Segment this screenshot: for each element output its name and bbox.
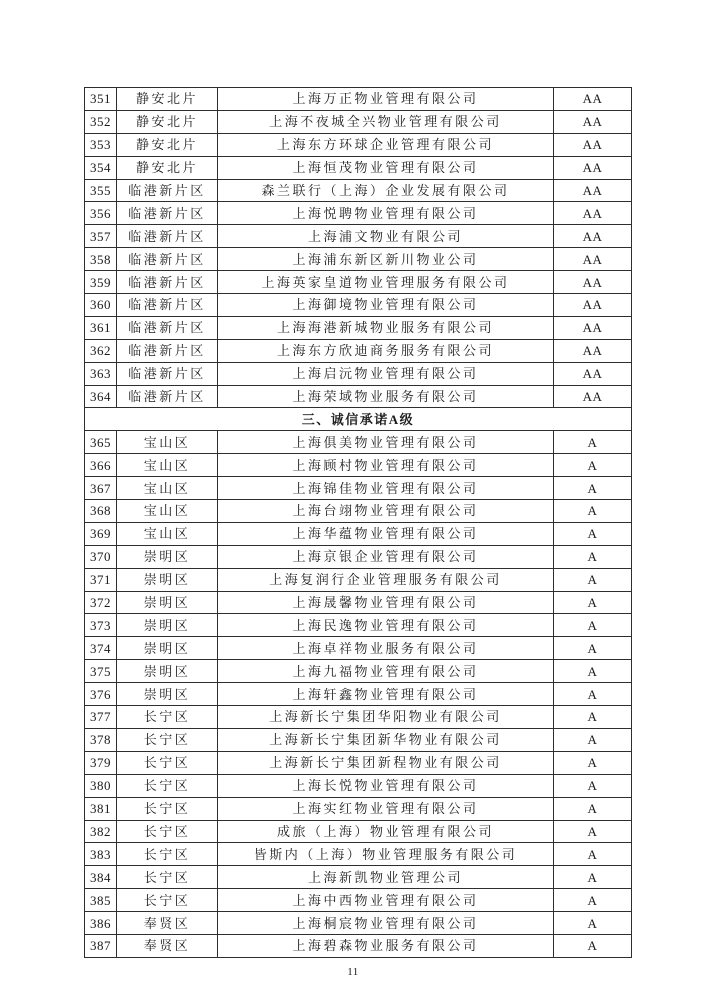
- company-name-cell: 上海英家皇道物业管理服务有限公司: [218, 271, 554, 294]
- district-cell: 临港新片区: [117, 385, 218, 408]
- table-row: [85, 820, 632, 843]
- rating-cell: A: [554, 568, 632, 591]
- district-cell: 静安北片: [117, 88, 218, 111]
- company-name-cell: 上海复润行企业管理服务有限公司: [218, 568, 554, 591]
- company-name-cell: 上海台翊物业管理有限公司: [218, 500, 554, 523]
- district-cell: 宝山区: [117, 522, 218, 545]
- table-row: [85, 202, 632, 225]
- company-name-cell: 上海顾村物业管理有限公司: [218, 454, 554, 477]
- district-cell: 长宁区: [117, 728, 218, 751]
- row-number-cell: 353: [85, 133, 117, 156]
- rating-cell: A: [554, 797, 632, 820]
- row-number-cell: 376: [85, 683, 117, 706]
- district-cell: 临港新片区: [117, 294, 218, 317]
- rating-cell: AA: [554, 316, 632, 339]
- rating-cell: AA: [554, 385, 632, 408]
- table-row: [85, 385, 632, 408]
- table-row: [85, 500, 632, 523]
- row-number-cell: 370: [85, 545, 117, 568]
- company-name-cell: 上海新长宁集团新程物业有限公司: [218, 751, 554, 774]
- company-name-cell: 上海中西物业管理有限公司: [218, 889, 554, 912]
- row-number-cell: 361: [85, 316, 117, 339]
- table-row: [85, 912, 632, 935]
- rating-cell: A: [554, 889, 632, 912]
- row-number-cell: 351: [85, 88, 117, 111]
- table-row: [85, 133, 632, 156]
- district-cell: 长宁区: [117, 797, 218, 820]
- company-name-cell: 成旅（上海）物业管理有限公司: [218, 820, 554, 843]
- company-name-cell: 上海东方环球企业管理有限公司: [218, 133, 554, 156]
- company-name-cell: 上海碧森物业服务有限公司: [218, 934, 554, 957]
- table-row: [85, 362, 632, 385]
- district-cell: 崇明区: [117, 660, 218, 683]
- district-cell: 奉贤区: [117, 912, 218, 935]
- page-number: 11: [347, 966, 359, 978]
- row-number-cell: 355: [85, 179, 117, 202]
- company-name-cell: 森兰联行（上海）企业发展有限公司: [218, 179, 554, 202]
- table-row: [85, 614, 632, 637]
- district-cell: 崇明区: [117, 637, 218, 660]
- district-cell: 崇明区: [117, 614, 218, 637]
- section-header-label: 三、诚信承诺A级: [85, 408, 632, 431]
- row-number-cell: 382: [85, 820, 117, 843]
- table-row: [85, 934, 632, 957]
- table-row: [85, 889, 632, 912]
- table-row: [85, 568, 632, 591]
- table-row: [85, 110, 632, 133]
- district-cell: 崇明区: [117, 568, 218, 591]
- district-cell: 长宁区: [117, 866, 218, 889]
- table-row: [85, 248, 632, 271]
- table-row: [85, 156, 632, 179]
- company-name-cell: 上海俱美物业管理有限公司: [218, 431, 554, 454]
- table-row: [85, 843, 632, 866]
- company-name-cell: 上海不夜城全兴物业管理有限公司: [218, 110, 554, 133]
- rating-cell: AA: [554, 248, 632, 271]
- row-number-cell: 372: [85, 591, 117, 614]
- company-name-cell: 上海九福物业管理有限公司: [218, 660, 554, 683]
- district-cell: 崇明区: [117, 545, 218, 568]
- company-name-cell: 上海长悦物业管理有限公司: [218, 774, 554, 797]
- rating-cell: A: [554, 912, 632, 935]
- company-name-cell: 上海浦文物业有限公司: [218, 225, 554, 248]
- rating-cell: A: [554, 591, 632, 614]
- section-header-row: [85, 408, 632, 431]
- district-cell: 奉贤区: [117, 934, 218, 957]
- row-number-cell: 352: [85, 110, 117, 133]
- district-cell: 临港新片区: [117, 271, 218, 294]
- table-row: [85, 88, 632, 111]
- rating-table: [84, 87, 632, 958]
- row-number-cell: 380: [85, 774, 117, 797]
- district-cell: 长宁区: [117, 820, 218, 843]
- row-number-cell: 369: [85, 522, 117, 545]
- row-number-cell: 387: [85, 934, 117, 957]
- row-number-cell: 359: [85, 271, 117, 294]
- table-row: [85, 797, 632, 820]
- row-number-cell: 357: [85, 225, 117, 248]
- row-number-cell: 371: [85, 568, 117, 591]
- company-name-cell: 上海浦东新区新川物业公司: [218, 248, 554, 271]
- company-name-cell: 上海荣域物业服务有限公司: [218, 385, 554, 408]
- rating-cell: A: [554, 500, 632, 523]
- table-row: [85, 225, 632, 248]
- company-name-cell: 上海新长宁集团华阳物业有限公司: [218, 706, 554, 729]
- table-row: [85, 271, 632, 294]
- row-number-cell: 356: [85, 202, 117, 225]
- table-row: [85, 522, 632, 545]
- row-number-cell: 360: [85, 294, 117, 317]
- rating-table-body: [85, 88, 632, 958]
- rating-cell: A: [554, 751, 632, 774]
- rating-cell: AA: [554, 339, 632, 362]
- rating-cell: AA: [554, 156, 632, 179]
- district-cell: 临港新片区: [117, 248, 218, 271]
- row-number-cell: 366: [85, 454, 117, 477]
- row-number-cell: 385: [85, 889, 117, 912]
- rating-cell: A: [554, 454, 632, 477]
- company-name-cell: 上海民逸物业管理有限公司: [218, 614, 554, 637]
- row-number-cell: 383: [85, 843, 117, 866]
- district-cell: 长宁区: [117, 706, 218, 729]
- rating-cell: A: [554, 728, 632, 751]
- company-name-cell: 上海启沅物业管理有限公司: [218, 362, 554, 385]
- rating-cell: A: [554, 660, 632, 683]
- row-number-cell: 373: [85, 614, 117, 637]
- rating-cell: A: [554, 637, 632, 660]
- rating-cell: AA: [554, 294, 632, 317]
- company-name-cell: 皆斯内（上海）物业管理服务有限公司: [218, 843, 554, 866]
- table-row: [85, 339, 632, 362]
- company-name-cell: 上海华蕴物业管理有限公司: [218, 522, 554, 545]
- district-cell: 临港新片区: [117, 202, 218, 225]
- rating-cell: A: [554, 431, 632, 454]
- table-row: [85, 545, 632, 568]
- row-number-cell: 354: [85, 156, 117, 179]
- table-row: [85, 866, 632, 889]
- row-number-cell: 378: [85, 728, 117, 751]
- district-cell: 宝山区: [117, 477, 218, 500]
- district-cell: 长宁区: [117, 889, 218, 912]
- table-row: [85, 294, 632, 317]
- row-number-cell: 364: [85, 385, 117, 408]
- rating-cell: AA: [554, 179, 632, 202]
- district-cell: 长宁区: [117, 751, 218, 774]
- rating-cell: A: [554, 843, 632, 866]
- company-name-cell: 上海桐宸物业管理有限公司: [218, 912, 554, 935]
- row-number-cell: 386: [85, 912, 117, 935]
- district-cell: 临港新片区: [117, 339, 218, 362]
- company-name-cell: 上海轩鑫物业管理有限公司: [218, 683, 554, 706]
- company-name-cell: 上海恒茂物业管理有限公司: [218, 156, 554, 179]
- district-cell: 临港新片区: [117, 225, 218, 248]
- row-number-cell: 375: [85, 660, 117, 683]
- district-cell: 静安北片: [117, 133, 218, 156]
- company-name-cell: 上海东方欣迪商务服务有限公司: [218, 339, 554, 362]
- district-cell: 临港新片区: [117, 316, 218, 339]
- row-number-cell: 384: [85, 866, 117, 889]
- district-cell: 崇明区: [117, 591, 218, 614]
- row-number-cell: 374: [85, 637, 117, 660]
- rating-cell: A: [554, 820, 632, 843]
- rating-cell: A: [554, 683, 632, 706]
- company-name-cell: 上海悦聘物业管理有限公司: [218, 202, 554, 225]
- table-row: [85, 706, 632, 729]
- row-number-cell: 377: [85, 706, 117, 729]
- table-row: [85, 637, 632, 660]
- rating-cell: AA: [554, 133, 632, 156]
- district-cell: 静安北片: [117, 110, 218, 133]
- row-number-cell: 367: [85, 477, 117, 500]
- row-number-cell: 379: [85, 751, 117, 774]
- company-name-cell: 上海新凯物业管理公司: [218, 866, 554, 889]
- company-name-cell: 上海京银企业管理有限公司: [218, 545, 554, 568]
- rating-cell: AA: [554, 202, 632, 225]
- table-row: [85, 477, 632, 500]
- company-name-cell: 上海晟馨物业管理有限公司: [218, 591, 554, 614]
- district-cell: 长宁区: [117, 843, 218, 866]
- rating-cell: A: [554, 706, 632, 729]
- company-name-cell: 上海御境物业管理有限公司: [218, 294, 554, 317]
- rating-cell: AA: [554, 225, 632, 248]
- rating-cell: AA: [554, 271, 632, 294]
- company-name-cell: 上海实红物业管理有限公司: [218, 797, 554, 820]
- company-name-cell: 上海锦佳物业管理有限公司: [218, 477, 554, 500]
- rating-cell: A: [554, 866, 632, 889]
- company-name-cell: 上海海港新城物业服务有限公司: [218, 316, 554, 339]
- rating-cell: A: [554, 522, 632, 545]
- row-number-cell: 368: [85, 500, 117, 523]
- table-row: [85, 683, 632, 706]
- table-row: [85, 431, 632, 454]
- rating-cell: A: [554, 774, 632, 797]
- rating-cell: AA: [554, 110, 632, 133]
- company-name-cell: 上海新长宁集团新华物业有限公司: [218, 728, 554, 751]
- rating-cell: A: [554, 545, 632, 568]
- district-cell: 宝山区: [117, 431, 218, 454]
- row-number-cell: 381: [85, 797, 117, 820]
- rating-cell: A: [554, 614, 632, 637]
- table-row: [85, 591, 632, 614]
- district-cell: 宝山区: [117, 500, 218, 523]
- rating-cell: A: [554, 934, 632, 957]
- company-name-cell: 上海万正物业管理有限公司: [218, 88, 554, 111]
- rating-cell: AA: [554, 88, 632, 111]
- table-row: [85, 774, 632, 797]
- table-row: [85, 454, 632, 477]
- district-cell: 长宁区: [117, 774, 218, 797]
- table-row: [85, 660, 632, 683]
- row-number-cell: 363: [85, 362, 117, 385]
- table-row: [85, 316, 632, 339]
- rating-cell: A: [554, 477, 632, 500]
- row-number-cell: 362: [85, 339, 117, 362]
- rating-cell: AA: [554, 362, 632, 385]
- row-number-cell: 365: [85, 431, 117, 454]
- company-name-cell: 上海卓祥物业服务有限公司: [218, 637, 554, 660]
- table-row: [85, 751, 632, 774]
- district-cell: 静安北片: [117, 156, 218, 179]
- district-cell: 宝山区: [117, 454, 218, 477]
- district-cell: 临港新片区: [117, 179, 218, 202]
- district-cell: 崇明区: [117, 683, 218, 706]
- row-number-cell: 358: [85, 248, 117, 271]
- district-cell: 临港新片区: [117, 362, 218, 385]
- table-row: [85, 179, 632, 202]
- table-row: [85, 728, 632, 751]
